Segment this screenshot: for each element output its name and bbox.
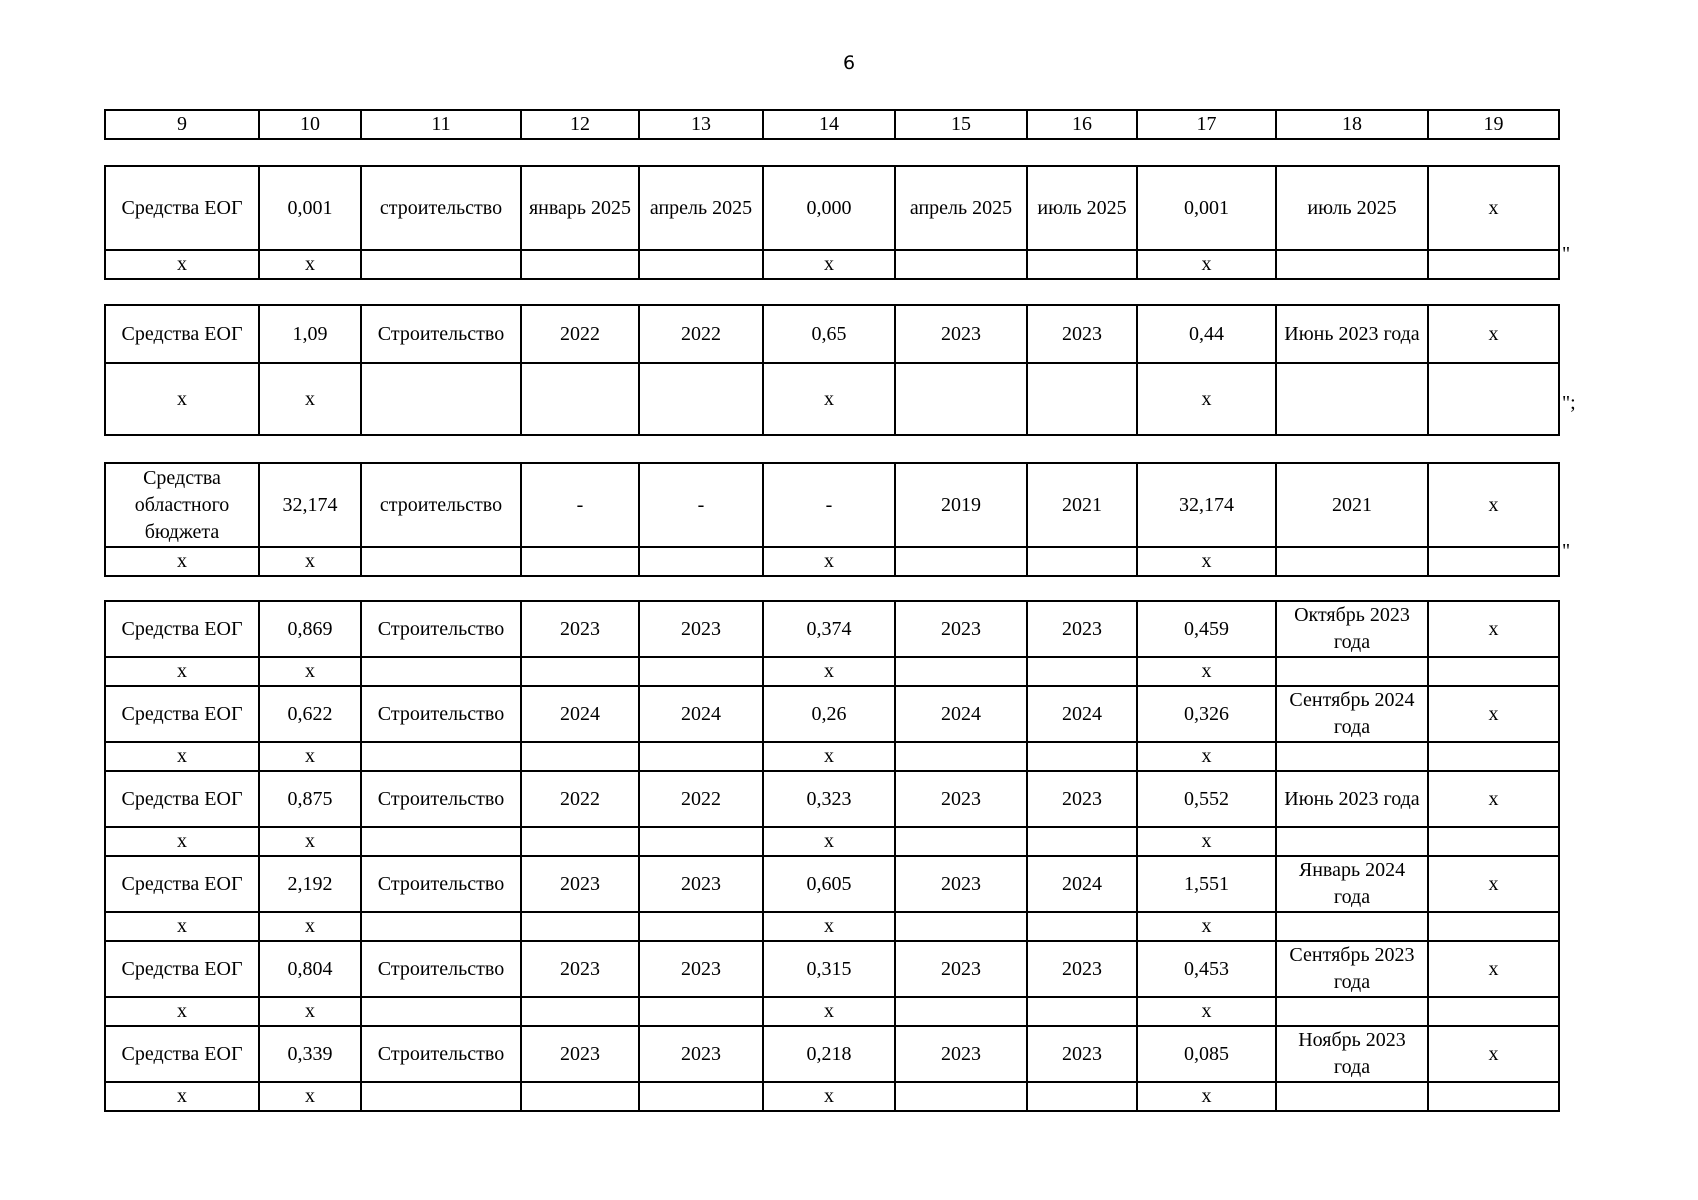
table-cell: 2024 [1027,856,1137,912]
table-cell [1027,997,1137,1026]
table-cell [521,547,639,576]
table-cell: Октябрь 2023 года [1276,601,1428,657]
table-cell: 0,869 [259,601,361,657]
column-number-header [104,109,1560,140]
table-cell: 2023 [521,601,639,657]
table-cell: х [763,547,895,576]
page-number: 6 [842,52,856,74]
table-cell: Строительство [361,941,521,997]
table-cell: Средства областного бюджета [105,463,259,547]
table-cell: апрель 2025 [895,166,1027,250]
table-cell: 0,085 [1137,1026,1276,1082]
table-cell [1428,250,1559,279]
table-cell: 2023 [895,856,1027,912]
table-cell [521,1082,639,1111]
table-subrow [105,997,1559,1026]
table-cell: апрель 2025 [639,166,763,250]
table-row [105,941,1559,997]
table-cell: х [1137,912,1276,941]
table-subrow [105,912,1559,941]
column-number: 10 [259,110,361,139]
table-subrow [105,250,1559,279]
table-cell: х [105,827,259,856]
table-subrow [105,742,1559,771]
table-cell: 2019 [895,463,1027,547]
table-cell: 1,551 [1137,856,1276,912]
table-cell [1027,547,1137,576]
table-cell: январь 2025 [521,166,639,250]
table-cell [361,912,521,941]
table-cell: Средства ЕОГ [105,305,259,363]
table-cell: х [105,742,259,771]
table-cell: 1,09 [259,305,361,363]
table-cell [639,1082,763,1111]
table-cell: х [1137,363,1276,435]
column-number: 14 [763,110,895,139]
table-subrow [105,827,1559,856]
table-cell: 2023 [521,1026,639,1082]
table-cell: июль 2025 [1276,166,1428,250]
table-cell [639,997,763,1026]
table-subrow [105,1082,1559,1111]
table-cell [1428,657,1559,686]
table-cell: 2023 [895,1026,1027,1082]
table-cell: 2022 [521,305,639,363]
table-cell: х [105,363,259,435]
table-cell: 0,605 [763,856,895,912]
table-cell: 0,000 [763,166,895,250]
table-cell: - [639,463,763,547]
table-cell [895,827,1027,856]
table-cell: х [1137,997,1276,1026]
table-cell: Июнь 2023 года [1276,305,1428,363]
table-cell: Средства ЕОГ [105,771,259,827]
table-row [105,771,1559,827]
table-row [105,686,1559,742]
table-cell: 0,001 [259,166,361,250]
table-cell [521,657,639,686]
table-cell: 2024 [895,686,1027,742]
table-cell: х [105,912,259,941]
table-cell: 0,459 [1137,601,1276,657]
data-table-block [104,165,1560,280]
table-cell [639,912,763,941]
table-cell: х [1428,463,1559,547]
table-cell: 0,804 [259,941,361,997]
table-cell: х [259,827,361,856]
table-cell: 32,174 [1137,463,1276,547]
table-cell: июль 2025 [1027,166,1137,250]
table-cell [521,997,639,1026]
table-cell [1428,1082,1559,1111]
table-cell: х [763,363,895,435]
table-cell [895,1082,1027,1111]
table-cell [1276,912,1428,941]
table-cell [361,827,521,856]
table-cell: х [1428,941,1559,997]
table-cell: х [259,657,361,686]
column-number: 18 [1276,110,1428,139]
table-cell: х [1428,166,1559,250]
table-cell: 2021 [1027,463,1137,547]
table-cell [639,547,763,576]
table-cell [895,997,1027,1026]
table-cell: 0,218 [763,1026,895,1082]
table-cell: 0,315 [763,941,895,997]
table-cell: 2024 [521,686,639,742]
table-cell [521,742,639,771]
table-cell [361,1082,521,1111]
table-cell: х [259,742,361,771]
table-cell: 2022 [639,305,763,363]
table-cell [1428,363,1559,435]
table-cell: 2023 [1027,601,1137,657]
table-cell: х [1428,686,1559,742]
table-cell: 0,44 [1137,305,1276,363]
table-row [105,305,1559,363]
column-number: 12 [521,110,639,139]
table-cell: 0,65 [763,305,895,363]
table-row [105,463,1559,547]
table-cell: - [521,463,639,547]
table-cell [1276,250,1428,279]
table-cell [521,363,639,435]
table-cell: 2023 [521,941,639,997]
table-cell: х [259,363,361,435]
table-cell: Строительство [361,856,521,912]
table-cell: 2023 [1027,941,1137,997]
table-cell: х [105,1082,259,1111]
table-cell [361,742,521,771]
table-row [105,166,1559,250]
table-cell [1027,363,1137,435]
table-cell: х [763,742,895,771]
table-cell [1276,363,1428,435]
table-cell: 2023 [639,856,763,912]
table-cell [1027,250,1137,279]
table-cell [1428,742,1559,771]
table-cell [1276,997,1428,1026]
table-cell [1027,827,1137,856]
table-cell: 2022 [521,771,639,827]
table-cell: Средства ЕОГ [105,686,259,742]
table-cell: Сентябрь 2024 года [1276,686,1428,742]
table-row [105,856,1559,912]
column-number: 9 [105,110,259,139]
table-cell: Строительство [361,305,521,363]
table-cell: х [1137,547,1276,576]
table-cell: 0,374 [763,601,895,657]
table-cell [1027,742,1137,771]
table-cell: Сентябрь 2023 года [1276,941,1428,997]
table-cell: х [763,1082,895,1111]
table-cell: 2023 [521,856,639,912]
table-cell: х [105,657,259,686]
table-cell: х [259,1082,361,1111]
table-cell [895,547,1027,576]
table-cell: Июнь 2023 года [1276,771,1428,827]
column-number: 19 [1428,110,1559,139]
table-cell: 2023 [639,1026,763,1082]
table-cell: 2,192 [259,856,361,912]
table-cell: 2023 [1027,1026,1137,1082]
table-cell: 0,323 [763,771,895,827]
table-cell: х [1137,250,1276,279]
table-cell [521,250,639,279]
table-cell [639,250,763,279]
table-cell: 2023 [1027,305,1137,363]
closing-quote-mark: " [1562,540,1571,562]
table-cell: х [1137,742,1276,771]
closing-quote-mark: "; [1562,392,1576,414]
table-cell [361,547,521,576]
table-cell [521,827,639,856]
table-cell: 2023 [895,941,1027,997]
table-cell: Строительство [361,1026,521,1082]
table-cell: Средства ЕОГ [105,601,259,657]
table-cell: 2023 [639,601,763,657]
table-cell: 2023 [895,601,1027,657]
table-cell: х [1428,771,1559,827]
table-cell: х [763,912,895,941]
table-cell: 0,26 [763,686,895,742]
table-cell: Средства ЕОГ [105,166,259,250]
table-cell [361,657,521,686]
table-cell: Средства ЕОГ [105,1026,259,1082]
table-cell [1428,997,1559,1026]
table-cell: х [259,912,361,941]
table-cell: 2023 [1027,771,1137,827]
column-number: 13 [639,110,763,139]
table-cell: Средства ЕОГ [105,856,259,912]
table-cell [639,657,763,686]
table-cell [1276,547,1428,576]
table-cell: х [1137,1082,1276,1111]
table-subrow [105,363,1559,435]
table-cell: 2024 [639,686,763,742]
table-cell [639,363,763,435]
table-cell [521,912,639,941]
table-cell: Средства ЕОГ [105,941,259,997]
closing-quote-mark: " [1562,243,1571,265]
table-cell [639,742,763,771]
table-cell: х [1428,601,1559,657]
table-cell: 32,174 [259,463,361,547]
table-cell: х [1428,305,1559,363]
table-cell [1428,547,1559,576]
table-cell: Ноябрь 2023 года [1276,1026,1428,1082]
table-cell: 2023 [639,941,763,997]
table-cell: 0,622 [259,686,361,742]
table-cell [895,912,1027,941]
column-number: 16 [1027,110,1137,139]
header-row [105,110,1559,139]
table-cell [1276,1082,1428,1111]
table-cell: 2023 [895,305,1027,363]
table-cell [1276,742,1428,771]
data-table-block [104,600,1560,1112]
table-cell [361,997,521,1026]
table-cell [361,363,521,435]
table-cell [1428,912,1559,941]
table-cell: х [763,997,895,1026]
table-cell [1027,1082,1137,1111]
table-cell [1276,827,1428,856]
table-cell: х [763,250,895,279]
table-row [105,601,1559,657]
table-cell: 0,453 [1137,941,1276,997]
table-row [105,1026,1559,1082]
table-cell: х [1428,856,1559,912]
table-cell: Строительство [361,601,521,657]
table-cell: х [259,547,361,576]
table-cell [1276,657,1428,686]
table-cell: 0,339 [259,1026,361,1082]
table-cell: 2023 [895,771,1027,827]
table-subrow [105,657,1559,686]
table-cell [1428,827,1559,856]
table-cell: 0,001 [1137,166,1276,250]
table-cell: 2021 [1276,463,1428,547]
table-cell [1027,912,1137,941]
table-cell [895,363,1027,435]
table-cell: Январь 2024 года [1276,856,1428,912]
column-number: 15 [895,110,1027,139]
table-cell: х [1428,1026,1559,1082]
table-cell [639,827,763,856]
table-cell: х [105,997,259,1026]
table-cell [1027,657,1137,686]
table-cell: 0,326 [1137,686,1276,742]
column-number: 11 [361,110,521,139]
data-table-block [104,304,1560,436]
table-cell: Строительство [361,686,521,742]
table-cell: 2024 [1027,686,1137,742]
table-cell: строительство [361,463,521,547]
table-cell [895,742,1027,771]
table-cell: - [763,463,895,547]
table-cell: х [259,997,361,1026]
table-cell: Строительство [361,771,521,827]
table-cell: 0,552 [1137,771,1276,827]
table-cell [361,250,521,279]
table-cell: 2022 [639,771,763,827]
table-cell: х [1137,657,1276,686]
table-cell: х [763,827,895,856]
table-cell: х [259,250,361,279]
table-cell [895,657,1027,686]
column-number: 17 [1137,110,1276,139]
table-cell: х [1137,827,1276,856]
data-table-block [104,462,1560,577]
table-cell [895,250,1027,279]
table-cell: х [105,250,259,279]
table-cell: х [763,657,895,686]
table-cell: строительство [361,166,521,250]
table-cell: 0,875 [259,771,361,827]
table-cell: х [105,547,259,576]
table-subrow [105,547,1559,576]
